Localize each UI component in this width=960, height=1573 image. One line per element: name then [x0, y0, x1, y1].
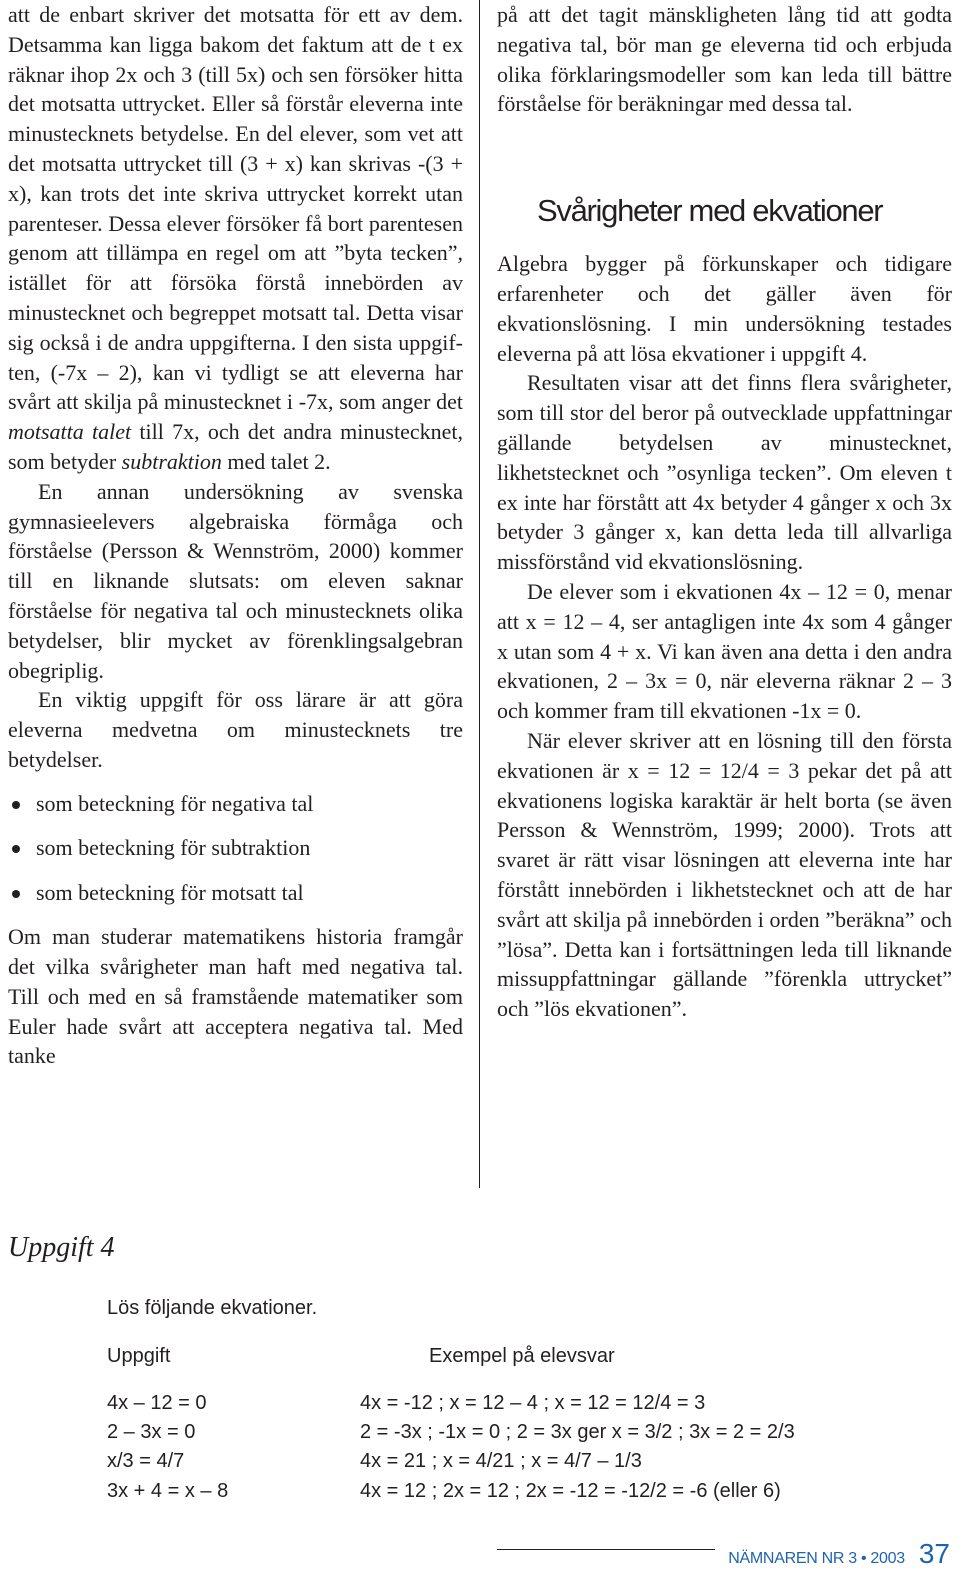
- list-item: [8, 833, 463, 863]
- left-p1-end: med talet 2.: [227, 448, 331, 474]
- student-answer: 4x = 12 ; 2x = 12 ; 2x = -12 = -12/2 = -6 (eller 6): [360, 1480, 781, 1502]
- magazine-issue: NÄMNAREN NR 3 • 2003: [728, 1550, 905, 1567]
- right-column: [497, 0, 952, 1024]
- left-p1-italic-2: subtraktion: [121, 448, 222, 474]
- equation-column-header: Uppgift: [107, 1345, 171, 1367]
- page-number: 37: [918, 1538, 950, 1569]
- task-instruction: Lös följande ekvationer.: [107, 1297, 318, 1319]
- section-heading: Svårigheter med ekvationer: [537, 193, 883, 229]
- left-p1-mid: till 7x, och det andra minustecknet, som betyder: [8, 419, 463, 474]
- right-paragraph-5: När elever skriver att en lösning till den första ekvationen är x = 12 = 12/4 = 3 pekar det på att ekvationens logiska karaktär är helt borta (se även Persson & Wennström, 1999; 2000). Trots att svaret är rätt visar lösningen att eleverna inte har förstått innebörden i likhetstecknet och att de har svårt att skilja på innebörden i orden ”beräkna” och ”lösa”. Detta kan i fortsättningen leda till liknande missuppfattningar gällande ”förenkla uttrycket” och ”lös ekvationen”.: [497, 727, 952, 1022]
- task-equation: 3x + 4 = x – 8: [107, 1480, 229, 1502]
- left-paragraph-1: [8, 0, 463, 477]
- list-item: [8, 789, 463, 819]
- column-divider: [479, 0, 480, 1188]
- bullet-icon: [12, 845, 20, 853]
- list-item-text: som beteckning för negativa tal: [36, 790, 314, 816]
- bullet-icon: [12, 890, 20, 898]
- left-paragraph-2: En annan undersökning av svenska gymnasieelevers algebraiska förmåga och förståelse (Persson & Wennström, 2000) kommer till en liknande slutsats: om eleven saknar förståelse för negativa tal och minustecknets olika betydelser, blir mycket av förenklingsalgebran obegriplig.: [8, 478, 463, 683]
- student-answer: 2 = -3x ; -1x = 0 ; 2 = 3x ger x = 3/2 ; 3x = 2 = 2/3: [360, 1421, 795, 1443]
- left-column: [8, 0, 463, 1071]
- task-equation: 2 – 3x = 0: [107, 1421, 196, 1443]
- list-item-text: som beteckning för motsatt tal: [36, 879, 304, 905]
- footer-rule: [497, 1549, 715, 1550]
- left-paragraph-4: Om man studerar matematikens historia framgår det vilka svårigheter man haft med negativa tal. Till och med en så framstående matematiker som Euler hade svårt att acceptera negativa tal. Med tanke: [8, 924, 463, 1069]
- right-paragraph-4: De elever som i ekvationen 4x – 12 = 0, menar att x = 12 – 4, ser antagligen inte 4x som 4 gånger x utan som 4 + x. Vi kan även ana detta i den andra ekvationen, 2 – 3x = 0, när eleverna räknar 2 – 3 och kommer fram till ekvationen -1x = 0.: [497, 578, 952, 724]
- right-paragraph-3: Resultaten visar att det finns flera svårigheter, som till stor del beror på outvecklade uppfattningar gällande betydelsen av minustecknet, likhetstecknet och ”osynliga tecken”. Om eleven t ex inte har förstått att 4x betyder 4 gånger x och 3x betyder 3 gånger x, kan detta leda till allvarliga missförstånd vid ekvationslösning.: [497, 370, 952, 575]
- task-equation: 4x – 12 = 0: [107, 1392, 207, 1414]
- answer-column-header: Exempel på elevsvar: [429, 1345, 615, 1367]
- student-answer: 4x = 21 ; x = 4/21 ; x = 4/7 – 1/3: [360, 1450, 642, 1472]
- task-title: Uppgift 4: [8, 1232, 115, 1263]
- right-paragraph-1: på att det tagit mänskligheten lång tid att godta negativa tal, bör man ge eleverna tid och erbjuda olika förklaringsmodeller som kan leda till bättre förståelse för beräkningar med dessa tal.: [497, 2, 952, 117]
- left-p1-text: att de enbart skriver det motsatta för ett av dem. Detsamma kan ligga bakom det faktum att de t ex räknar ihop 2x och 3 (till 5x) och sen försöker hitta det motsatta uttrycket. Eller så förstår eleverna inte minustecknets betydelse. En del elever, som vet att det motsatta uttrycket till (3 + x) kan skrivas -(3 + x), kan trots det inte skriva uttrycket korrekt utan parenteser. Dessa elever försöker få bort parentesen genom att tillämpa en regel om att ”byta tecken”, istället för att försöka förstå innebörden av minustecknet och begreppet motsatt tal. Detta visar sig också i de andra uppgifterna. I den sista uppgiften, (-7x – 2), kan vi tydligt se att eleverna har svårt att skilja på minustecknet i -7x, som anger det: [8, 2, 463, 415]
- right-paragraph-2: Algebra bygger på förkunskaper och tidigare erfarenheter och det gäller även för ekvationslösning. I min undersökning testades eleverna på att lösa ekvationer i uppgift 4.: [497, 251, 952, 366]
- left-paragraph-3: En viktig uppgift för oss lärare är att göra eleverna medvetna om minustecknets tre betydelser.: [8, 687, 463, 772]
- student-answer: 4x = -12 ; x = 12 – 4 ; x = 12 = 12/4 = 3: [360, 1392, 706, 1414]
- meanings-list: [8, 789, 463, 908]
- left-p1-italic-1: motsatta talet: [8, 419, 132, 445]
- task-equation: x/3 = 4/7: [107, 1450, 185, 1472]
- list-item-text: som beteckning för subtraktion: [36, 835, 311, 861]
- list-item: [8, 878, 463, 908]
- page-footer: [728, 1538, 950, 1570]
- bullet-icon: [12, 801, 20, 809]
